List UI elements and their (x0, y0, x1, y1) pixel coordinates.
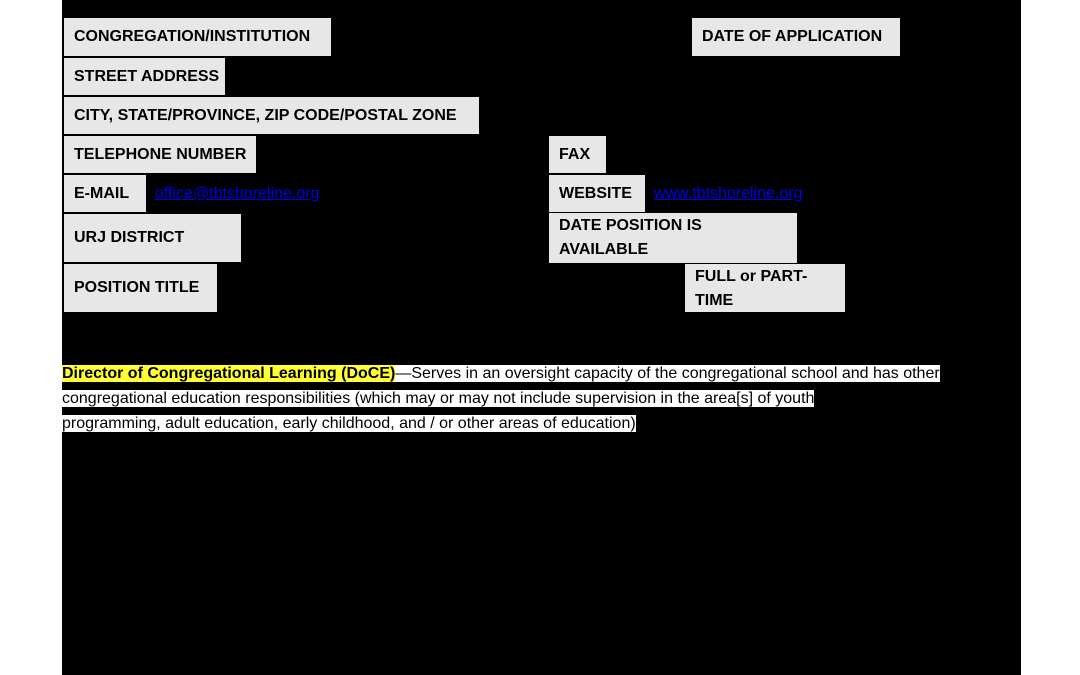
description-line-3 (62, 411, 1021, 436)
description-line-3-text: programming, adult education, early childhood, and / or other areas of education) (62, 415, 636, 432)
description-line-1-text: —Serves in an oversight capacity of the congregational school and has other (395, 365, 940, 382)
description-line-2 (62, 386, 1021, 411)
date-position-available-line2: AVAILABLE (559, 241, 649, 258)
description-line-1 (62, 361, 1021, 386)
website-link[interactable]: www.tbtshoreline.org (654, 185, 803, 202)
email-link[interactable]: office@tbtshoreline.org (155, 185, 320, 202)
position-title-label: POSITION TITLE (64, 264, 217, 312)
application-form-page (62, 0, 1021, 675)
street-address-label: STREET ADDRESS (64, 58, 225, 95)
website-label: WEBSITE (549, 175, 645, 212)
date-of-application-label: DATE OF APPLICATION (692, 18, 900, 56)
date-position-available-label (549, 213, 797, 263)
full-or-part-time-line1: FULL or PART- (695, 268, 808, 285)
telephone-label: TELEPHONE NUMBER (64, 136, 256, 173)
city-state-zip-label: CITY, STATE/PROVINCE, ZIP CODE/POSTAL ZONE (64, 97, 479, 134)
description-line-2-text: congregational education responsibilities (which may or may not include supervision in the area[s] of youth (62, 390, 815, 407)
full-or-part-time-line2: TIME (695, 292, 734, 309)
congregation-label: CONGREGATION/INSTITUTION (64, 18, 331, 56)
fax-label: FAX (549, 136, 606, 173)
email-label: E-MAIL (64, 175, 146, 212)
position-name-highlight: Director of Congregational Learning (DoCE) (62, 365, 396, 382)
position-description (62, 361, 1021, 436)
urj-district-label: URJ DISTRICT (64, 214, 241, 262)
date-position-available-line1: DATE POSITION IS (559, 217, 702, 234)
full-or-part-time-label (685, 264, 845, 312)
